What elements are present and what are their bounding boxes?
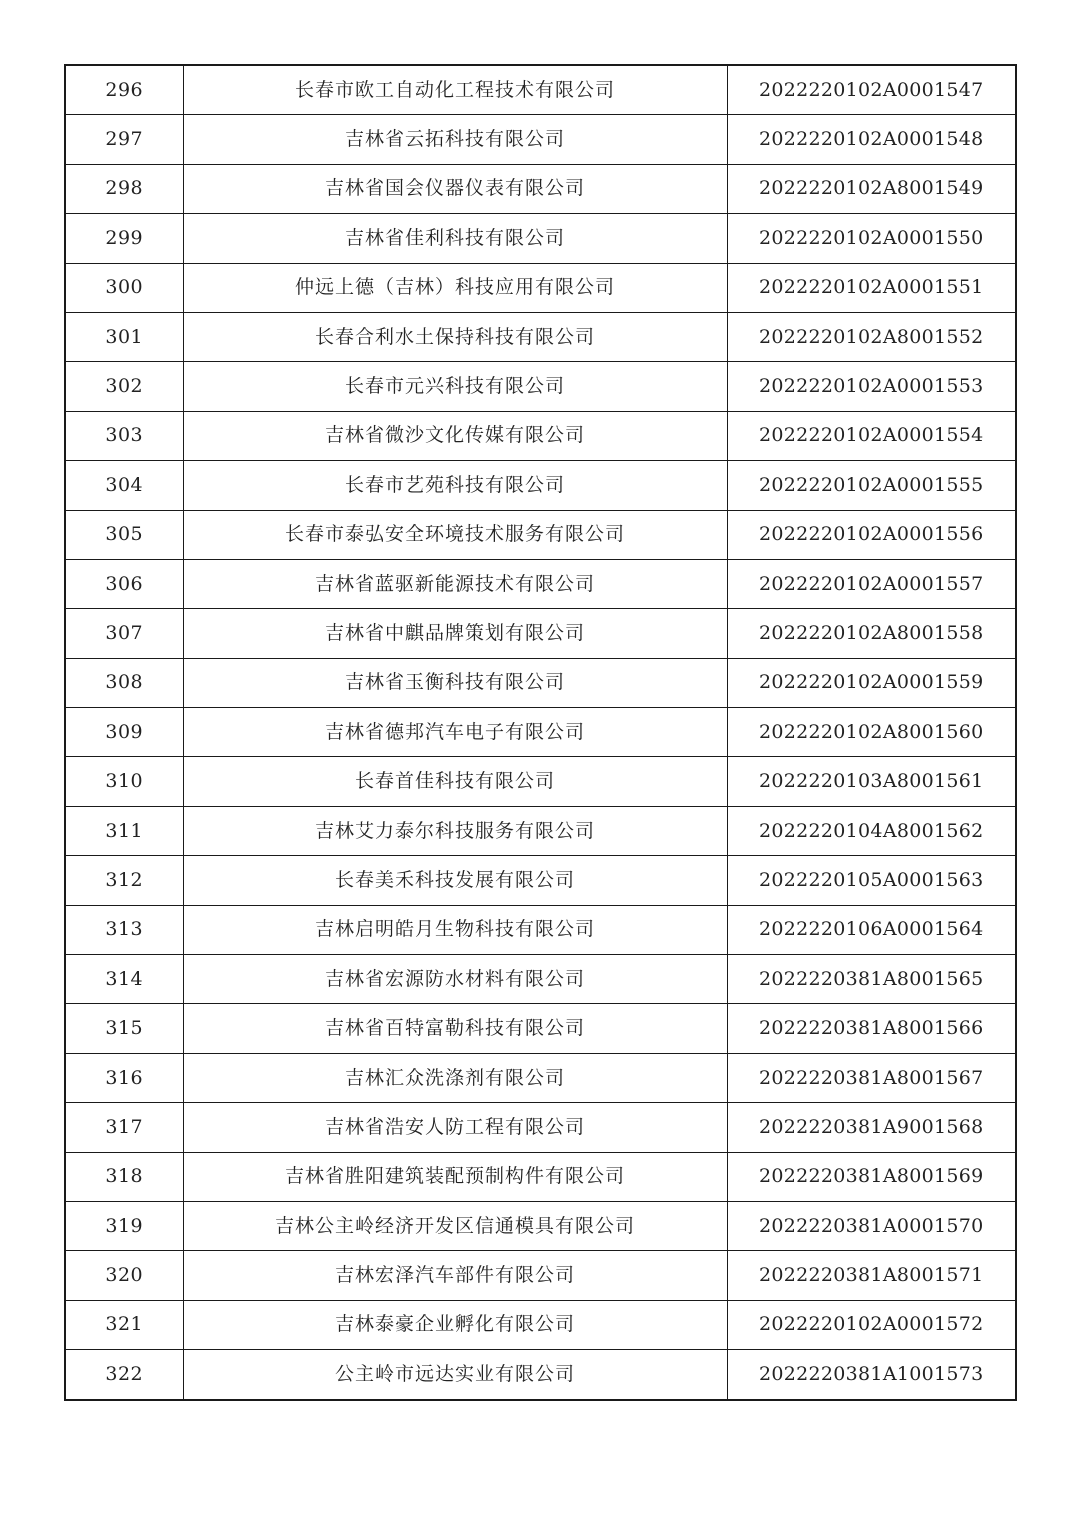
row-number: 309: [65, 708, 183, 757]
company-name: 长春市艺苑科技有限公司: [183, 461, 727, 510]
table-row: [65, 65, 1016, 115]
company-name: 吉林省云拓科技有限公司: [183, 115, 727, 164]
table-row: [65, 1053, 1016, 1102]
registration-code: 2022220102A0001550: [727, 214, 1016, 263]
table-row: [65, 708, 1016, 757]
company-name: 吉林省浩安人防工程有限公司: [183, 1103, 727, 1152]
registration-code: 2022220102A0001547: [727, 65, 1016, 115]
company-name: 吉林泰豪企业孵化有限公司: [183, 1300, 727, 1349]
row-number: 297: [65, 115, 183, 164]
row-number: 305: [65, 510, 183, 559]
company-name: 吉林省胜阳建筑装配预制构件有限公司: [183, 1152, 727, 1201]
row-number: 317: [65, 1103, 183, 1152]
company-name: 长春合利水土保持科技有限公司: [183, 312, 727, 361]
company-name: 吉林宏泽汽车部件有限公司: [183, 1251, 727, 1300]
registration-code: 2022220102A0001551: [727, 263, 1016, 312]
table-row: [65, 806, 1016, 855]
row-number: 322: [65, 1350, 183, 1400]
registration-code: 2022220104A8001562: [727, 806, 1016, 855]
registration-code: 2022220381A8001565: [727, 955, 1016, 1004]
company-name: 吉林汇众洗涤剂有限公司: [183, 1053, 727, 1102]
registration-code: 2022220102A0001559: [727, 658, 1016, 707]
row-number: 319: [65, 1201, 183, 1250]
table-row: [65, 559, 1016, 608]
row-number: 320: [65, 1251, 183, 1300]
table-row: [65, 1152, 1016, 1201]
row-number: 306: [65, 559, 183, 608]
row-number: 312: [65, 856, 183, 905]
row-number: 321: [65, 1300, 183, 1349]
row-number: 308: [65, 658, 183, 707]
row-number: 299: [65, 214, 183, 263]
company-name: 吉林省宏源防水材料有限公司: [183, 955, 727, 1004]
registration-code: 2022220102A8001549: [727, 164, 1016, 213]
company-name: 仲远上德（吉林）科技应用有限公司: [183, 263, 727, 312]
registration-code: 2022220102A0001572: [727, 1300, 1016, 1349]
row-number: 313: [65, 905, 183, 954]
row-number: 302: [65, 362, 183, 411]
company-name: 长春美禾科技发展有限公司: [183, 856, 727, 905]
row-number: 314: [65, 955, 183, 1004]
company-name: 吉林省百特富勒科技有限公司: [183, 1004, 727, 1053]
company-name: 吉林启明皓月生物科技有限公司: [183, 905, 727, 954]
table-body: [65, 65, 1016, 1400]
row-number: 296: [65, 65, 183, 115]
company-name: 吉林省国会仪器仪表有限公司: [183, 164, 727, 213]
row-number: 318: [65, 1152, 183, 1201]
row-number: 315: [65, 1004, 183, 1053]
table-row: [65, 312, 1016, 361]
registration-code: 2022220381A9001568: [727, 1103, 1016, 1152]
registration-code: 2022220102A0001553: [727, 362, 1016, 411]
company-name: 长春市欧工自动化工程技术有限公司: [183, 65, 727, 115]
company-name: 吉林公主岭经济开发区信通模具有限公司: [183, 1201, 727, 1250]
table-row: [65, 609, 1016, 658]
registration-code: 2022220106A0001564: [727, 905, 1016, 954]
company-name: 吉林省佳利科技有限公司: [183, 214, 727, 263]
table-row: [65, 510, 1016, 559]
table-row: [65, 757, 1016, 806]
row-number: 310: [65, 757, 183, 806]
company-name: 吉林省中麒品牌策划有限公司: [183, 609, 727, 658]
row-number: 303: [65, 411, 183, 460]
company-name: 吉林省德邦汽车电子有限公司: [183, 708, 727, 757]
registration-code: 2022220381A8001571: [727, 1251, 1016, 1300]
table-row: [65, 164, 1016, 213]
company-name: 公主岭市远达实业有限公司: [183, 1350, 727, 1400]
registration-code: 2022220381A0001570: [727, 1201, 1016, 1250]
table-row: [65, 1251, 1016, 1300]
company-list-table: [64, 64, 1017, 1401]
company-name: 长春首佳科技有限公司: [183, 757, 727, 806]
row-number: 300: [65, 263, 183, 312]
registration-code: 2022220102A0001554: [727, 411, 1016, 460]
registration-code: 2022220102A8001560: [727, 708, 1016, 757]
table-row: [65, 115, 1016, 164]
registration-code: 2022220381A8001566: [727, 1004, 1016, 1053]
row-number: 298: [65, 164, 183, 213]
table-row: [65, 214, 1016, 263]
registration-code: 2022220381A1001573: [727, 1350, 1016, 1400]
registration-code: 2022220381A8001569: [727, 1152, 1016, 1201]
row-number: 316: [65, 1053, 183, 1102]
row-number: 307: [65, 609, 183, 658]
table-row: [65, 1350, 1016, 1400]
company-name: 吉林艾力泰尔科技服务有限公司: [183, 806, 727, 855]
registration-code: 2022220102A0001548: [727, 115, 1016, 164]
registration-code: 2022220102A0001556: [727, 510, 1016, 559]
company-name: 吉林省微沙文化传媒有限公司: [183, 411, 727, 460]
table-row: [65, 1103, 1016, 1152]
registration-code: 2022220381A8001567: [727, 1053, 1016, 1102]
row-number: 301: [65, 312, 183, 361]
row-number: 311: [65, 806, 183, 855]
registration-code: 2022220102A0001555: [727, 461, 1016, 510]
registration-code: 2022220105A0001563: [727, 856, 1016, 905]
table-row: [65, 362, 1016, 411]
table-row: [65, 411, 1016, 460]
row-number: 304: [65, 461, 183, 510]
table-row: [65, 1004, 1016, 1053]
registration-code: 2022220103A8001561: [727, 757, 1016, 806]
table-row: [65, 955, 1016, 1004]
table-row: [65, 1201, 1016, 1250]
table-row: [65, 658, 1016, 707]
registration-code: 2022220102A8001558: [727, 609, 1016, 658]
table-row: [65, 263, 1016, 312]
company-name: 长春市元兴科技有限公司: [183, 362, 727, 411]
registration-code: 2022220102A8001552: [727, 312, 1016, 361]
table-row: [65, 461, 1016, 510]
table-row: [65, 905, 1016, 954]
company-name: 吉林省蓝驱新能源技术有限公司: [183, 559, 727, 608]
company-name: 长春市泰弘安全环境技术服务有限公司: [183, 510, 727, 559]
table-row: [65, 856, 1016, 905]
registration-code: 2022220102A0001557: [727, 559, 1016, 608]
company-name: 吉林省玉衡科技有限公司: [183, 658, 727, 707]
table-row: [65, 1300, 1016, 1349]
